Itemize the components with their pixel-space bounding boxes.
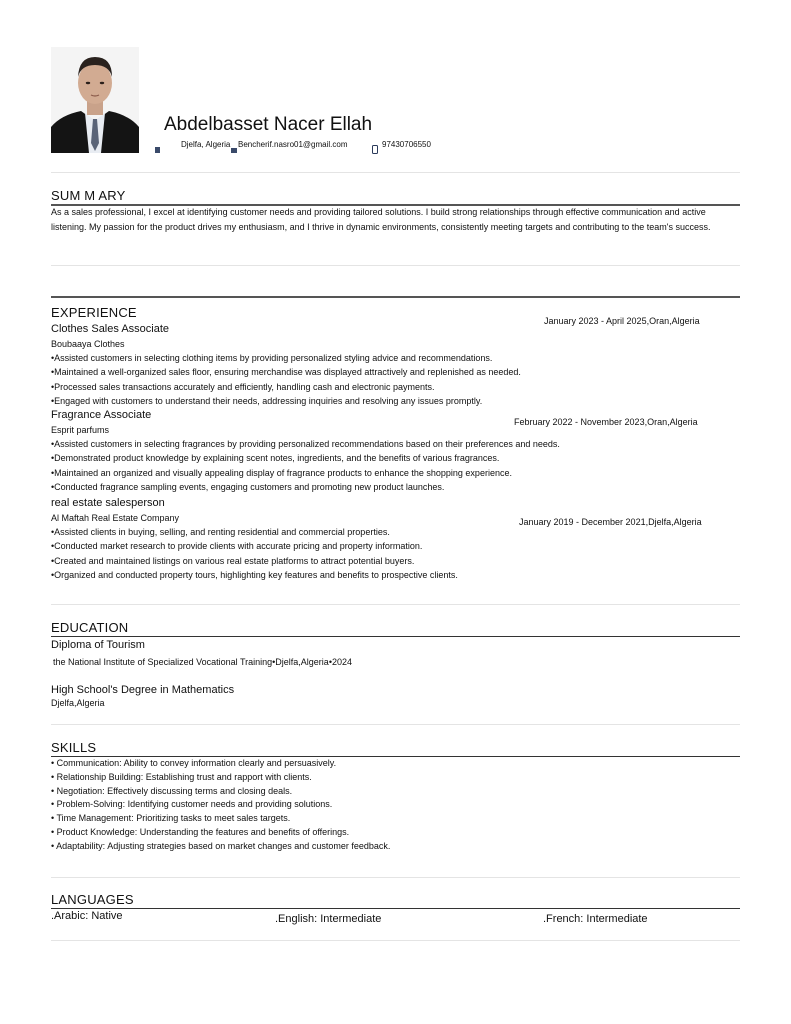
job-company: Esprit parfums [51, 425, 110, 435]
job-dates: January 2023 - April 2025,Oran,Algeria [544, 316, 700, 326]
language-arabic: .Arabic: Native [51, 910, 123, 922]
education-degree: High School's Degree in Mathematics [51, 684, 235, 696]
job-company: Boubaaya Clothes [51, 339, 125, 349]
experience-heading: EXPERIENCE [51, 305, 137, 320]
language-english: .English: Intermediate [275, 913, 382, 925]
job-bullets [51, 351, 521, 409]
list-item: • Product Knowledge: Understanding the features and benefits of offerings. [51, 826, 350, 837]
education-rule [51, 636, 740, 637]
divider [51, 940, 740, 941]
summary-text: As a sales professional, I excel at identifying customer needs and providing tailored solutions. I build strong relationships through effective communication and active listening. My passion for the product drives my enthusiasm, and I thrive in dynamic environments, consistently meeting targets and contributing to the team's success. [51, 207, 711, 232]
location-icon [155, 141, 160, 149]
job-company: Al Maftah Real Estate Company [51, 513, 180, 523]
education-degree: Diploma of Tourism [51, 639, 145, 651]
job-title: real estate salesperson [51, 497, 165, 509]
profile-photo-image [51, 47, 139, 153]
job-bullets [51, 437, 560, 495]
divider [51, 265, 740, 266]
email-icon [231, 141, 236, 149]
language-french: .French: Intermediate [543, 913, 648, 925]
list-item: •Assisted clients in buying, selling, and renting residential and commercial properties. [51, 527, 390, 537]
education-detail: Djelfa,Algeria [51, 698, 105, 708]
profile-photo [51, 47, 139, 153]
list-item: •Maintained an organized and visually appealing display of fragrance products to enhance the shopping experience. [51, 467, 512, 478]
phone-text[interactable]: 97430706550 [382, 140, 431, 149]
languages-rule [51, 908, 740, 909]
list-item: •Created and maintained listings on various real estate platforms to attract potential buyers. [51, 555, 415, 566]
list-item: •Assisted customers in selecting fragrances by providing personalized recommendations based on their preferences and needs. [51, 439, 560, 449]
experience-top-rule [51, 296, 740, 298]
candidate-name: Abdelbasset Nacer Ellah [164, 114, 373, 135]
list-item: •Demonstrated product knowledge by explaining scent notes, ingredients, and the benefits of various fragrances. [51, 453, 500, 464]
list-item: • Time Management: Prioritizing tasks to meet sales targets. [51, 813, 291, 824]
list-item: • Negotiation: Effectively discussing terms and closing deals. [51, 785, 293, 796]
list-item: •Maintained a well-organized sales floor, ensuring merchandise was displayed attractively and replenished as needed. [51, 367, 521, 378]
job-title: Clothes Sales Associate [51, 323, 170, 335]
list-item: • Communication: Ability to convey information clearly and persuasively. [51, 758, 337, 768]
skills-heading: SKILLS [51, 740, 97, 755]
job-dates: February 2022 - November 2023,Oran,Algeria [514, 417, 698, 427]
list-item: • Adaptability: Adjusting strategies based on market changes and customer feedback. [51, 840, 391, 851]
education-heading: EDUCATION [51, 620, 129, 635]
divider [51, 172, 740, 173]
job-title: Fragrance Associate [51, 409, 152, 421]
list-item: • Problem-Solving: Identifying customer needs and providing solutions. [51, 799, 333, 810]
list-item: • Relationship Building: Establishing trust and rapport with clients. [51, 771, 312, 782]
job-bullets [51, 525, 458, 583]
email-text[interactable]: Bencherif.nasro01@gmail.com [238, 140, 348, 149]
divider [51, 724, 740, 725]
list-item: •Processed sales transactions accurately and efficiently, handling cash and electronic payments. [51, 381, 435, 392]
job-dates: January 2019 - December 2021,Djelfa,Algeria [519, 517, 702, 527]
list-item: •Conducted fragrance sampling events, engaging customers and promoting new product launches. [51, 482, 445, 493]
phone-icon [372, 141, 377, 149]
education-detail: the National Institute of Specialized Vocational Training•Djelfa,Algeria•2024 [53, 657, 352, 667]
list-item: •Conducted market research to provide clients with accurate pricing and property information. [51, 541, 423, 552]
list-item: •Engaged with customers to understand their needs, addressing inquiries and resolving any issues promptly. [51, 396, 483, 407]
summary-heading: SUM M ARY [51, 188, 126, 203]
divider [51, 604, 740, 605]
list-item: •Organized and conducted property tours, highlighting key features and benefits to prospective clients. [51, 570, 458, 581]
list-item: •Assisted customers in selecting clothing items by providing personalized styling advice and recommendations. [51, 353, 493, 363]
divider [51, 877, 740, 878]
languages-heading: LANGUAGES [51, 892, 134, 907]
skills-list [51, 757, 390, 854]
location-text: Djelfa, Algeria [181, 140, 231, 149]
